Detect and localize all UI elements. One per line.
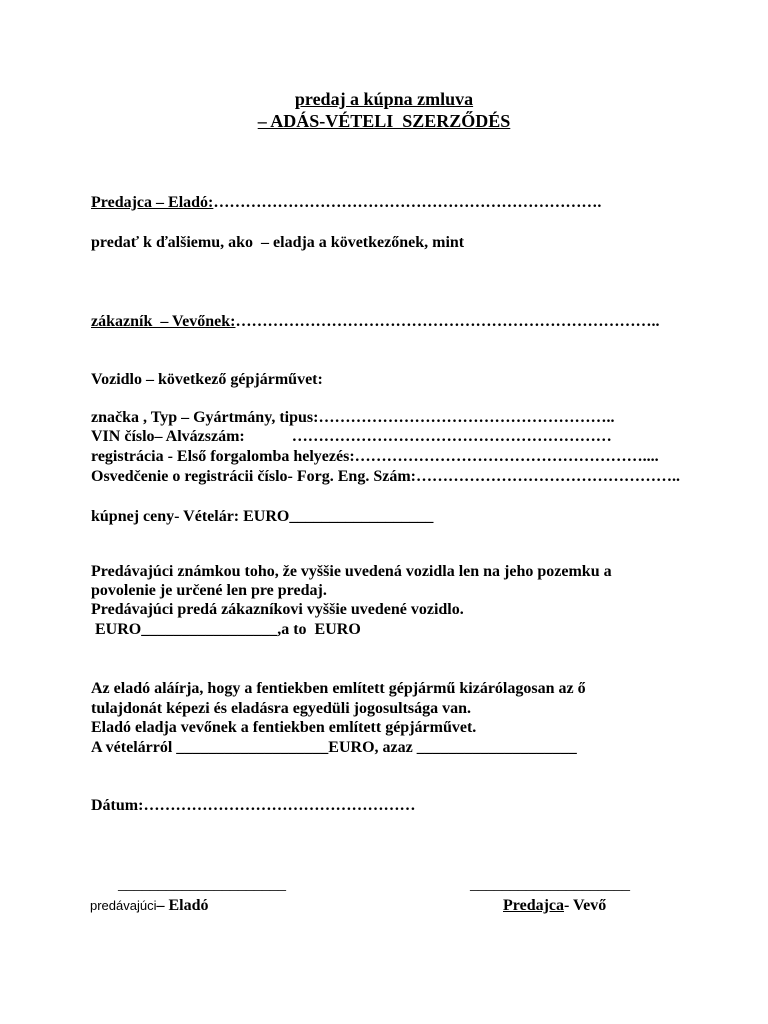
date-line: Dátum:…………………………………………… (91, 797, 416, 814)
vehicle-make-label: značka , Typ – Gyártmány, tipus: (91, 409, 319, 426)
vehicle-make-line (91, 408, 614, 428)
declaration-hu-line-1: Az eladó aláírja, hogy a fentiekben említett gépjármű kizárólagosan az ő (91, 680, 586, 697)
buyer-signature-label (503, 896, 606, 916)
declaration-sk-line-4: EURO_________________,a to EURO (91, 621, 361, 638)
vehicle-vin-fill: …………………………………………………… (291, 428, 612, 445)
seller-fill: ………………………………………………………………. (213, 194, 602, 211)
title-slovak: predaj a kúpna zmluva (294, 89, 474, 109)
seller-signature-label (90, 896, 209, 916)
declaration-hu-line-3: Eladó eladja vevőnek a fentiekben említett gépjárművet. (91, 719, 477, 736)
buyer-signature-line: ____________________ (470, 876, 630, 893)
seller-role: – Eladó (156, 897, 209, 914)
buyer-role: - Vevő (564, 897, 607, 914)
buyer-name: Predajca (503, 897, 565, 914)
seller-signature-line: _____________________ (118, 876, 286, 893)
declaration-sk-line-2: povolenie je určené len pre predaj. (91, 582, 327, 599)
buyer-line (91, 312, 659, 332)
price-line: kúpnej ceny- Vételár: EURO__________________ (91, 508, 434, 525)
vehicle-certificate-line (91, 467, 680, 487)
title-hungarian: – ADÁS-VÉTELI SZERZŐDÉS (257, 111, 511, 131)
vehicle-registration-label: registrácia - Első forgalomba helyezés: (91, 448, 355, 465)
seller-role-small: predávajúci (90, 898, 157, 913)
declaration-hu-line-4: A vételárról ___________________EURO, azaz ____________________ (91, 739, 577, 756)
title-line-1 (0, 88, 768, 110)
declaration-sk-line-1: Predávajúci známkou toho, že vyššie uvedená vozidla len na jeho pozemku a (91, 563, 612, 580)
vehicle-vin-line (91, 427, 612, 447)
vehicle-heading: Vozidlo – következő gépjárművet: (91, 371, 323, 388)
declaration-hu-line-2: tulajdonát képezi és eladásra egyedüli jogosultsága van. (91, 700, 472, 717)
buyer-label: zákazník – Vevőnek: (91, 313, 236, 330)
vehicle-registration-fill: ……………………………………………….... (354, 448, 659, 465)
vehicle-registration-line (91, 447, 659, 467)
intro-line: predať k ďalšiemu, ako – eladja a következőnek, mint (91, 234, 465, 251)
seller-label: Predajca – Eladó: (91, 194, 214, 211)
vehicle-make-fill: ……………………………………………….. (318, 409, 615, 426)
vehicle-certificate-label: Osvedčenie o registrácii číslo- Forg. Eng. Szám: (91, 468, 416, 485)
seller-line (91, 193, 601, 213)
declaration-sk-line-3: Predávajúci predá zákazníkovi vyššie uvedené vozidlo. (91, 601, 464, 618)
vehicle-vin-label: VIN číslo– Alvázszám: (91, 428, 245, 445)
vehicle-certificate-fill: ………………………………………….. (415, 468, 680, 485)
title-line-2 (0, 110, 768, 132)
buyer-fill: …………………………………………………………………….. (235, 313, 660, 330)
